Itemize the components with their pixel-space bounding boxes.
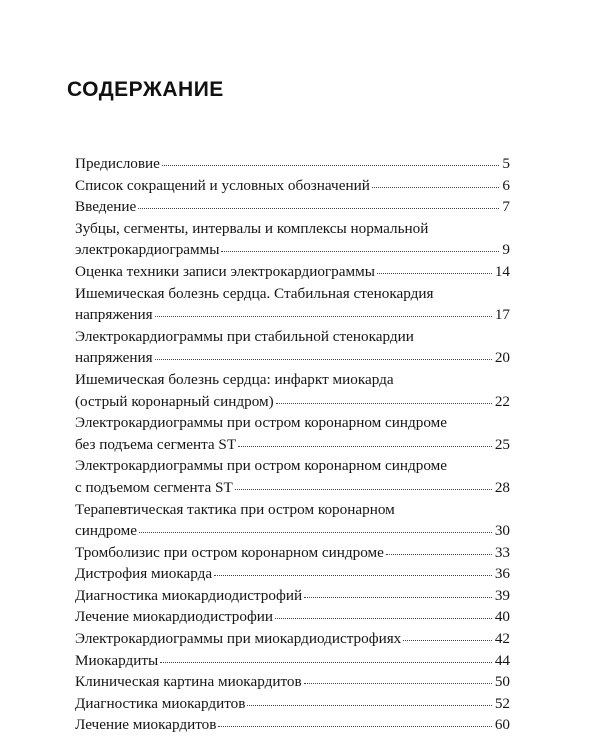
dot-leader — [218, 725, 491, 727]
toc-entry — [75, 369, 510, 412]
toc-page-number: 25 — [494, 435, 510, 453]
toc-entry-line — [75, 671, 510, 693]
toc-page-number: 39 — [494, 586, 510, 604]
toc-entry — [75, 693, 510, 715]
dot-leader — [155, 358, 492, 360]
toc-entry-title: Тромболизис при остром коронарном синдроме — [75, 543, 384, 561]
toc-entry-title: электрокардиограммы — [75, 241, 220, 259]
toc-entry-title: Клиническая картина миокардитов — [75, 673, 302, 691]
toc-entry — [75, 650, 510, 672]
toc-entry — [75, 455, 510, 498]
toc-entry-title: напряжения — [75, 349, 153, 367]
toc-entry-title: Терапевтическая тактика при остром коронарном — [75, 500, 395, 518]
toc-entry — [75, 326, 510, 369]
toc-entry — [75, 499, 510, 542]
toc-entry — [75, 196, 510, 218]
dot-leader — [139, 531, 492, 533]
toc-entry-line — [75, 304, 510, 326]
toc-entry — [75, 218, 510, 261]
toc-entry-title: Лечение миокардитов — [75, 716, 217, 734]
toc-entry — [75, 175, 510, 197]
toc-entry-line — [75, 477, 510, 499]
dot-leader — [377, 272, 492, 274]
toc-entry-line — [75, 261, 510, 283]
toc-entry-title: Дистрофия миокарда — [75, 565, 213, 583]
toc-entry — [75, 606, 510, 628]
toc-entry-title: Миокардиты — [75, 651, 159, 669]
toc-entry-title: Оценка техники записи электрокардиограммы — [75, 262, 375, 280]
toc-entry-title: с подъемом сегмента ST — [75, 478, 233, 496]
table-of-contents — [75, 153, 510, 736]
toc-entry-line — [75, 628, 510, 650]
toc-entry — [75, 261, 510, 283]
toc-entry-title: Электрокардиограммы при стабильной стенокардии — [75, 327, 414, 345]
toc-entry-line — [75, 391, 510, 413]
toc-entry-line — [75, 412, 510, 434]
dot-leader — [403, 639, 492, 641]
toc-entry — [75, 714, 510, 736]
toc-page-number: 22 — [494, 392, 510, 410]
toc-page-number: 5 — [502, 155, 510, 172]
toc-entry-title: Ишемическая болезнь сердца. Стабильная стенокардия — [75, 284, 434, 302]
toc-entry-line — [75, 520, 510, 542]
toc-entry-line — [75, 693, 510, 715]
toc-entry-title: Диагностика миокардиодистрофий — [75, 586, 303, 604]
toc-entry-title: Предисловие — [75, 155, 160, 172]
toc-page-number: 9 — [502, 241, 510, 259]
toc-entry — [75, 283, 510, 326]
toc-entry-line — [75, 714, 510, 736]
toc-entry-title: Электрокардиограммы при остром коронарном синдроме — [75, 457, 448, 475]
toc-entry-line — [75, 606, 510, 628]
toc-entry — [75, 412, 510, 455]
toc-entry — [75, 585, 510, 607]
toc-entry — [75, 671, 510, 693]
dot-leader — [247, 704, 491, 706]
dot-leader — [155, 315, 492, 317]
toc-entry — [75, 542, 510, 564]
toc-entry — [75, 628, 510, 650]
toc-entry-title: Введение — [75, 198, 137, 216]
toc-entry-title: без подъема сегмента ST — [75, 435, 237, 453]
dot-leader — [221, 250, 499, 252]
toc-entry-line — [75, 434, 510, 456]
toc-entry-line — [75, 218, 510, 240]
dot-leader — [304, 596, 492, 598]
dot-leader — [138, 207, 499, 209]
toc-entry-title: Диагностика миокардитов — [75, 694, 246, 712]
page-title: СОДЕРЖАНИЕ — [67, 78, 224, 101]
toc-entry-title: Лечение миокардиодистрофии — [75, 608, 274, 626]
toc-page-number: 50 — [494, 673, 510, 691]
dot-leader — [160, 661, 492, 663]
toc-page-number: 40 — [494, 608, 510, 626]
toc-entry-line — [75, 455, 510, 477]
toc-entry-line — [75, 283, 510, 305]
toc-entry-title: Электрокардиограммы при остром коронарном синдроме — [75, 414, 448, 432]
toc-page-number: 6 — [502, 176, 510, 194]
toc-page-number: 28 — [494, 478, 510, 496]
toc-page-number: 17 — [494, 306, 510, 324]
dot-leader — [304, 682, 492, 684]
toc-entry-title: Ишемическая болезнь сердца: инфаркт миокарда — [75, 370, 394, 388]
toc-entry — [75, 153, 510, 175]
toc-entry-line — [75, 650, 510, 672]
toc-entry-line — [75, 347, 510, 369]
toc-entry-line — [75, 326, 510, 348]
dot-leader — [275, 617, 492, 619]
toc-page-number: 14 — [494, 262, 510, 280]
dot-leader — [238, 445, 492, 447]
toc-entry-title: Список сокращений и условных обозначений — [75, 176, 370, 194]
toc-entry-title: Электрокардиограммы при миокардиодистрофиях — [75, 630, 402, 648]
toc-page-number: 30 — [494, 522, 510, 540]
toc-page-number: 20 — [494, 349, 510, 367]
toc-entry-line — [75, 369, 510, 391]
toc-entry-title: (острый коронарный синдром) — [75, 392, 274, 410]
toc-page-number: 7 — [502, 198, 510, 216]
toc-entry-line — [75, 196, 510, 218]
toc-page-number: 60 — [494, 716, 510, 734]
toc-page-number: 52 — [494, 694, 510, 712]
toc-entry-line — [75, 585, 510, 607]
toc-entry-line — [75, 175, 510, 197]
toc-entry — [75, 563, 510, 585]
toc-entry-line — [75, 542, 510, 564]
toc-entry-title: синдроме — [75, 522, 137, 540]
dot-leader — [235, 488, 492, 490]
dot-leader — [214, 574, 492, 576]
toc-page-number: 44 — [494, 651, 510, 669]
toc-entry-line — [75, 563, 510, 585]
dot-leader — [372, 186, 500, 188]
toc-entry-title: Зубцы, сегменты, интервалы и комплексы нормальной — [75, 219, 429, 237]
dot-leader — [276, 402, 492, 404]
dot-leader — [386, 553, 492, 555]
toc-page-number: 36 — [494, 565, 510, 583]
toc-entry-line — [75, 153, 510, 175]
dot-leader — [162, 164, 499, 166]
toc-page-number: 33 — [494, 543, 510, 561]
toc-entry-line — [75, 239, 510, 261]
toc-entry-line — [75, 499, 510, 521]
toc-entry-title: напряжения — [75, 306, 153, 324]
toc-page-number: 42 — [494, 630, 510, 648]
